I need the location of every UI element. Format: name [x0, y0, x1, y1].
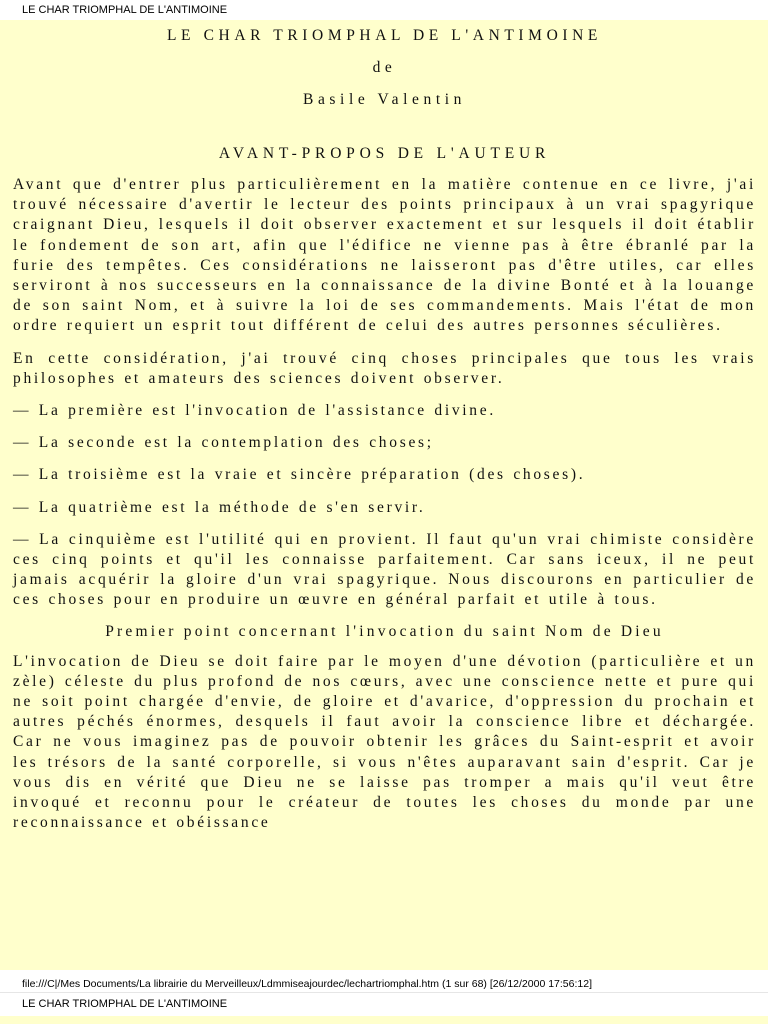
footer-divider — [0, 992, 768, 993]
print-header-title: LE CHAR TRIOMPHAL DE L'ANTIMOINE — [22, 4, 228, 16]
list-item-second: — La seconde est la contemplation des choses; — [13, 434, 434, 452]
point-title: Premier point concernant l'invocation du saint Nom de Dieu — [105, 622, 664, 640]
section-title: AVANT-PROPOS DE L'AUTEUR — [218, 145, 551, 162]
footer-file-path: file:///C|/Mes Documents/La librairie du Merveilleux/Ldmmiseajourdec/lechartriomphal.htm (1 sur 68) [26/12/2000 17:56:12] — [22, 978, 592, 990]
list-item-fifth: — La cinquième est l'utilité qui en provient. Il faut qu'un vrai chimiste considère ces cinq points et qu'il les connaisse parfaitement. Car sans iceux, il ne peut jamais acquérir la gloire d'un vrai spagyrique. Nous discourons en particulier de ces choses pour en produire un œuvre en général parfait et utile à tous. — [13, 530, 756, 609]
list-item-first: — La première est l'invocation de l'assistance divine. — [13, 402, 496, 420]
list-item-fourth: — La quatrième est la méthode de s'en servir. — [13, 498, 426, 516]
paragraph-invocation: L'invocation de Dieu se doit faire par le moyen d'une dévotion (particulière et un zèle) céleste du plus profond de nos cœurs, avec une conscience nette et pure qui ne soit point chargée d'envie, de gloire et d'avarice, d'oppression du prochain et autres péchés énormes, desquels il faut avoir la conscience libre et déchargée. Car ne vous imaginez pas de pouvoir obtenir les grâces du Saint-esprit et avoir les trésors de la santé corporelle, si vous n'êtes auparavant sain d'esprit. Car je vous dis en vérité que Dieu ne se laisse pas tromper a mais qu'il veut être invoqué et reconnu pour le créateur de toutes les choses du monde par une reconnaissance et obéissance — [13, 652, 756, 832]
paragraph-intro: Avant que d'entrer plus particulièrement en la matière contenue en ce livre, j'ai trouvé nécessaire d'avertir le lecteur des points principaux à un vrai spagyrique craignant Dieu, lesquels il doit observer exactement et sur lesquels il doit établir le fondement de son art, afin que l'édifice ne vienne pas à être ébranlé par la furie des tempêtes. Ces considérations ne laisseront pas d'être utiles, car elles serviront à nos successeurs en la connaissance de la divine Bonté et à la louange de son saint Nom, et à suivre la loi de ses commandements. Mais l'état de mon ordre requiert un esprit tout différent de celui des autres personnes séculières. — [13, 176, 756, 335]
next-page-strip — [0, 1016, 768, 1024]
document-title: LE CHAR TRIOMPHAL DE L'ANTIMOINE — [166, 27, 602, 44]
paragraph-five-things: En cette considération, j'ai trouvé cinq choses principales que tous les vrais philosophes et amateurs des sciences doivent observer. — [13, 349, 756, 387]
document-page — [0, 20, 768, 970]
list-item-third: — La troisième est la vraie et sincère préparation (des choses). — [13, 466, 586, 484]
footer-running-title: LE CHAR TRIOMPHAL DE L'ANTIMOINE — [22, 998, 228, 1010]
document-byline-de: de — [372, 59, 397, 76]
document-author: Basile Valentin — [303, 91, 466, 108]
